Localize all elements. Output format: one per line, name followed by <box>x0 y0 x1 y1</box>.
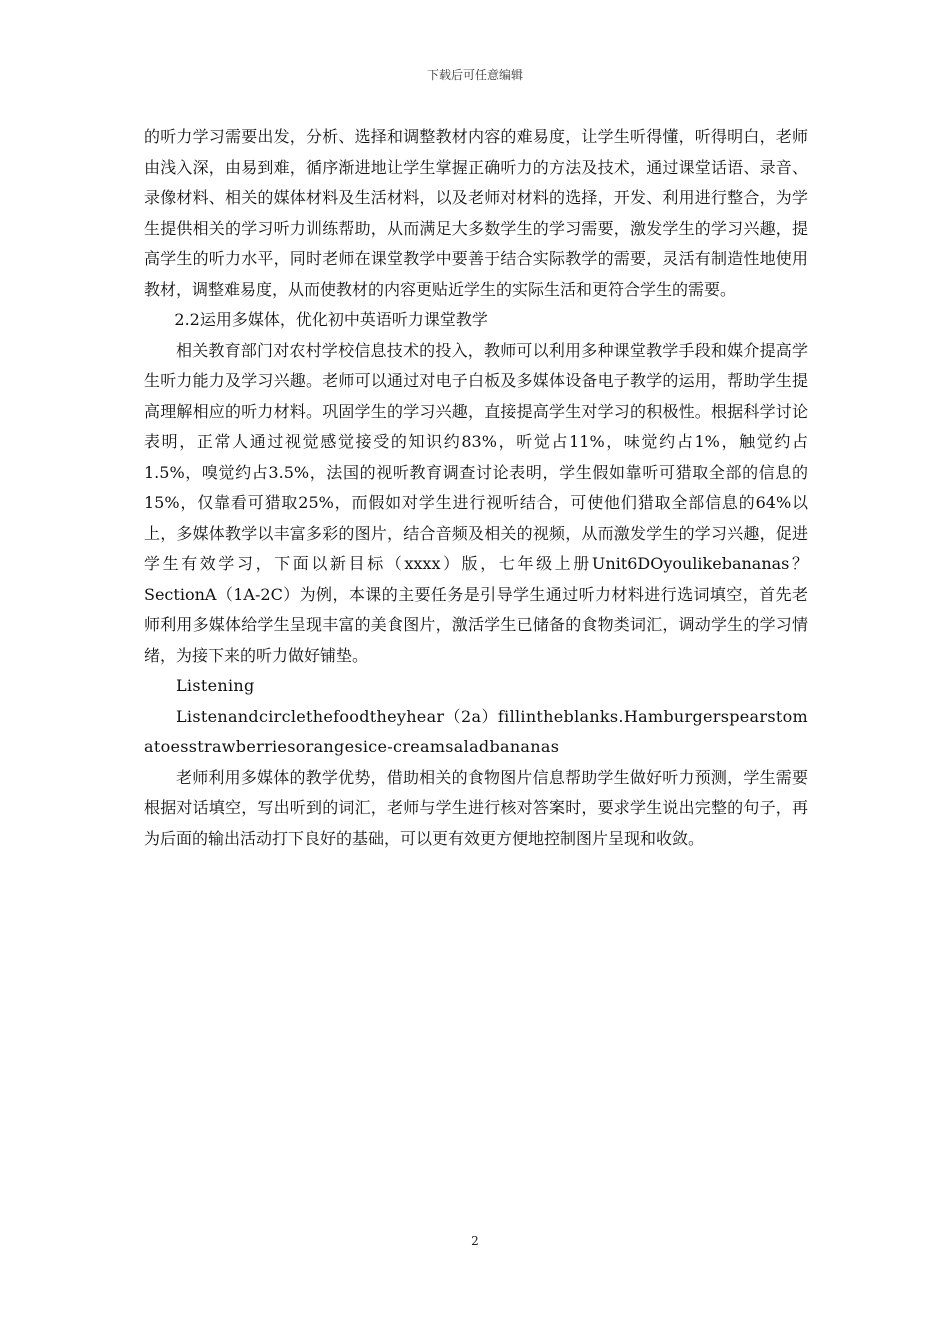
listening-instruction: Listenandcirclethefoodtheyhear（2a）fillintheblanks.Hamburgerspearstomatoesstrawberriesorangesice-creamsaladbananas <box>144 706 808 756</box>
document-body <box>144 122 808 854</box>
paragraph-continuation: 的听力学习需要出发，分析、选择和调整教材内容的难易度，让学生听得懂，听得明白，老师由浅入深，由易到难，循序渐进地让学生掌握正确听力的方法及技术，通过课堂话语、录音、录像材料、相关的媒体材料及生活材料，以及老师对材料的选择，开发、利用进行整合，为学生提供相关的学习听力训练帮助，从而满足大多数学生的学习需要，激发学生的学习兴趣，提高学生的听力水平，同时老师在课堂教学中要善于结合实际教学的需要，灵活有制造性地使用教材，调整难易度，从而使教材的内容更贴近学生的实际生活和更符合学生的需要。 <box>144 127 808 299</box>
paragraph-multimedia: 相关教育部门对农村学校信息技术的投入，教师可以利用多种课堂教学手段和媒介提高学生听力能力及学习兴趣。老师可以通过对电子白板及多媒体设备电子教学的运用，帮助学生提高理解相应的听力材料。巩固学生的学习兴趣，直接提高学生对学习的积极性。根据科学讨论表明，正常人通过视觉感觉接受的知识约83%，听觉占11%，味觉约占1%，触觉约占1.5%，嗅觉约占3.5%，法国的视听教育调查讨论表明，学生假如靠听可猎取全部的信息的15%，仅靠看可猎取25%，而假如对学生进行视听结合，可使他们猎取全部信息的64%以上，多媒体教学以丰富多彩的图片，结合音频及相关的视频，从而激发学生的学习兴趣，促进学生有效学习，下面以新目标（xxxx）版，七年级上册Unit6DOyoulikebananas？SectionA（1A-2C）为例，本课的主要任务是引导学生通过听力材料进行选词填空，首先老师利用多媒体给学生呈现丰富的美食图片，激活学生已储备的食物类词汇，调动学生的学习情绪，为接下来的听力做好铺垫。 <box>144 340 808 665</box>
page-header: 下载后可任意编辑 <box>426 68 523 82</box>
listening-label: Listening <box>176 676 255 695</box>
page-number: 2 <box>471 1234 479 1248</box>
section-heading: 2.2运用多媒体，优化初中英语听力课堂教学 <box>174 310 488 329</box>
paragraph-conclusion: 老师利用多媒体的教学优势，借助相关的食物图片信息帮助学生做好听力预测，学生需要根据对话填空，写出听到的词汇，老师与学生进行核对答案时，要求学生说出完整的句子，再为后面的输出活动打下良好的基础，可以更有效更方便地控制图片呈现和收敛。 <box>144 767 808 848</box>
